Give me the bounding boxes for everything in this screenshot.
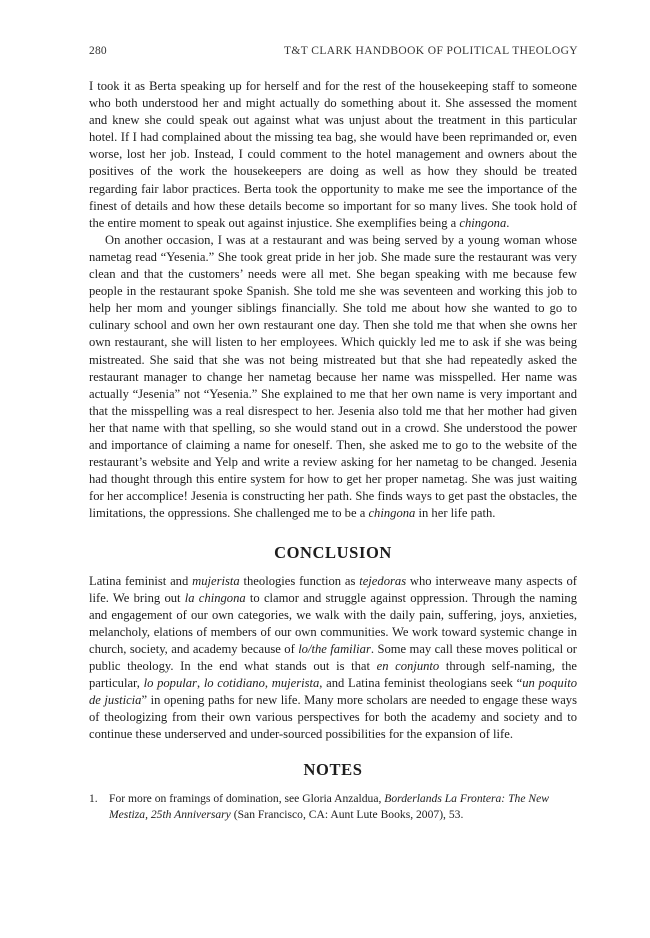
notes-heading: NOTES — [303, 760, 363, 780]
page-number: 280 — [89, 45, 107, 57]
paragraph-conclusion: Latina feminist and mujerista theologies function as tejedoras who interweave many aspects of life. We bring out la chingona to clamor and struggle against oppression. Through the naming and engagement of our own categories, we walk with the daily pain, suffering, joys, anxieties, melancholy, elations of members of our own communities. We work toward systemic change in church, society, and academy because of lo/the familiar. Some may call these moves political or public theology. In the end what stands out is that en conjunto through self-naming, the particular, lo popular, lo cotidiano, mujerista, and Latina feminist theologians seek “un poquito de justicia” in opening paths for new life. Many more scholars are needed to engage these ways of theologizing from their own various perspectives for both the academy and society and to continue these underserved and under-sourced possibilities for the expansion of life. — [89, 573, 577, 742]
note-text: For more on framings of domination, see Gloria Anzaldua, Borderlands La Frontera: The New Mestiza, 25th Anniversary (San Francisco, CA: Aunt Lute Books, 2007), 53. — [109, 791, 549, 822]
conclusion-heading: CONCLUSION — [274, 543, 392, 563]
cited-title: Borderlands La Frontera: The New Mestiza, 25th Anniversary — [109, 791, 549, 822]
running-title: T&T CLARK HANDBOOK OF POLITICAL THEOLOGY — [283, 45, 578, 57]
paragraph-berta: I took it as Berta speaking up for herself and for the rest of the housekeeping staff to someone who both understood her and might actually do something about it. She assessed the moment and knew she could speak out against what was unjust about the treatment in this particular hotel. If I had complained about the missing tea bag, she would have been reprimanded or, even worse, lost her job. Instead, I could comment to the hotel management and owners about the positives of the work the housekeepers are doing as well as how they should be treated regarding fair labor practices. Berta took the opportunity to make me see the importance of the finest of details and how these details become so important for so many lives. She took hold of the entire moment to speak out against injustice. She exemplifies being a chingona. — [89, 79, 577, 230]
notes-list — [89, 791, 577, 824]
note-number: 1. — [89, 791, 98, 805]
paragraph-yesenia: On another occasion, I was at a restaurant and was being served by a young woman whose nametag read “Yesenia.” She took great pride in her job. She made sure the restaurant was very clean and that the customers’ needs were all met. She began speaking with me because few people in the restaurant spoke Spanish. She told me she was seventeen and working this job to help her mom and younger siblings financially. She told me about how she wanted to go to culinary school and own her own restaurant one day. Then she told me that when she owns her own restaurant, she will listen to her employees. Which quickly led me to ask if she was being mistreated. She said that she was not being mistreated but that she had repeatedly asked the restaurant manager to change her nametag because her name was misspelled. Her name was actually “Jesenia” not “Yesenia.” She explained to me that her own name is very important and that the misspelling was a real disrespect to her. Jesenia also told me that her mother had given her that name with that spelling, so she would stand out in a crowd. She understood the power and importance of claiming a name for oneself. Then, she asked me to go to the website of the restaurant’s website and Yelp and write a review asking for her nametag to be changed. Jesenia had thought through this entire system for how to get her proper nametag. She was just waiting for her accomplice! Jesenia is constructing her path. She finds ways to get past the obstacles, the limitations, the oppressions. She challenged me to be a chingona in her life path. — [89, 232, 577, 521]
body-text — [89, 78, 577, 824]
emphasis-term: chingona — [459, 215, 507, 230]
note-item — [89, 791, 577, 824]
emphasis-term: chingona — [368, 506, 416, 521]
